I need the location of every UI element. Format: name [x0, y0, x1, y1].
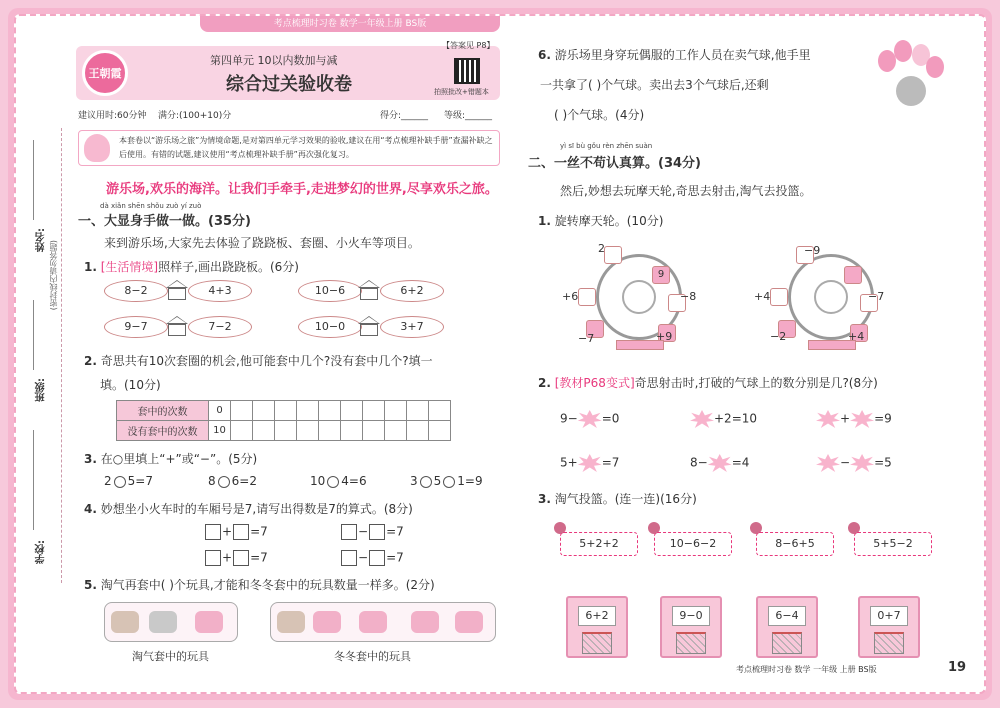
seesaw-right: 7−2 — [188, 316, 252, 338]
w1-left: +6 — [562, 290, 579, 303]
seesaw-right: 6+2 — [380, 280, 444, 302]
eq-part: =5 — [874, 455, 892, 470]
answer-box[interactable] — [233, 524, 249, 540]
balloon-burst-icon[interactable] — [850, 410, 874, 428]
w1-bottom-left: −7 — [578, 332, 595, 345]
q4-blank: + =7 — [204, 524, 268, 540]
wheel-pod[interactable] — [578, 288, 596, 306]
balloon-burst-icon[interactable] — [816, 454, 840, 472]
section2-pinyin: yì sī bù gǒu rèn zhēn suàn — [560, 142, 653, 150]
row-header: 没有套中的次数 — [117, 421, 209, 441]
hoop-count-table — [116, 400, 451, 441]
q3-item: 3 5 1=9 — [410, 474, 483, 488]
footer: 考点梳理时习卷 数学 一年级 上册 BS版 — [736, 665, 877, 674]
table-row — [117, 421, 451, 441]
q4-stem — [84, 500, 413, 517]
hoop-label: 6−4 — [768, 606, 806, 626]
answer-cell[interactable] — [385, 421, 407, 441]
q2-text-cont: 填。(10分) — [100, 378, 161, 392]
school-label: 学校: — [36, 540, 47, 564]
q6-line2: 一共拿了( )个气球。卖出去3个气球后,还剩 — [540, 78, 769, 92]
operand: 1 — [457, 474, 465, 488]
top-strip: 考点梳理时习卷 数学一年级上册 BS版 — [200, 16, 500, 32]
r3-stem — [538, 490, 697, 507]
balloon-burst-icon[interactable] — [850, 454, 874, 472]
basket-hoop[interactable] — [566, 596, 628, 658]
dongdong-caption: 冬冬套中的玩具 — [334, 650, 411, 663]
operator-circle[interactable] — [327, 476, 339, 488]
slogan: 游乐场,欢乐的海洋。让我们手牵手,走进梦幻的世界,尽享欢乐之旅。 — [106, 182, 498, 197]
balloon-burst-icon[interactable] — [708, 454, 732, 472]
table-row — [117, 401, 451, 421]
r2-item — [560, 410, 619, 428]
r2-item — [560, 454, 619, 472]
hoop-label: 0+7 — [870, 606, 908, 626]
r2-item — [690, 410, 757, 428]
q3-number: 3. — [84, 452, 97, 466]
seesaw-icon[interactable] — [358, 316, 380, 338]
school-line — [33, 430, 34, 530]
hoop-label: 9−0 — [672, 606, 710, 626]
operand: 8 — [208, 474, 216, 488]
q6-text: 游乐场里身穿玩偶服的工作人员在卖气球,他手里 — [554, 48, 811, 62]
section2-lead: 然后,妙想去玩摩天轮,奇思去射击,淘气去投篮。 — [560, 184, 812, 198]
dongdong-toy-box — [270, 602, 496, 642]
section2-title: 二、一丝不苟认真算。(34分) — [528, 156, 701, 171]
q2-number: 2. — [84, 354, 97, 368]
q4-blank: − =7 — [340, 550, 404, 566]
answer-cell[interactable] — [231, 421, 253, 441]
w1-bottom-right: +9 — [656, 330, 673, 343]
ball-expression[interactable]: 5+5−2 — [854, 532, 932, 556]
answer-cell[interactable] — [341, 421, 363, 441]
race-car-icon — [455, 611, 483, 633]
hoop-label: 6+2 — [578, 606, 616, 626]
answer-cell[interactable] — [319, 401, 341, 421]
answer-cell[interactable] — [363, 401, 385, 421]
operand: 7 — [145, 474, 153, 488]
q5-stem — [84, 576, 435, 593]
operand: 2 — [104, 474, 112, 488]
answer-cell[interactable] — [407, 401, 429, 421]
ball-expression[interactable]: 5+2+2 — [560, 532, 638, 556]
name-line — [33, 140, 34, 220]
eq-part: =0 — [601, 411, 620, 426]
answer-cell[interactable] — [407, 421, 429, 441]
class-line — [33, 300, 34, 370]
level-field[interactable]: 等级:______ — [444, 111, 493, 121]
q6-number: 6. — [538, 48, 551, 62]
q2-stem — [84, 352, 433, 369]
page-title: 综合过关验收卷 — [226, 74, 352, 95]
q4-blank: − =7 — [340, 524, 404, 540]
operator-circle[interactable] — [443, 476, 455, 488]
q1-text: 照样子,画出跷跷板。(6分) — [158, 260, 299, 274]
rhs: =7 — [386, 550, 404, 565]
helicopter-icon — [359, 611, 387, 633]
car-icon — [313, 611, 341, 633]
girl-mascot-icon — [84, 134, 110, 162]
wheel-pod[interactable] — [770, 288, 788, 306]
balloon-burst-icon[interactable] — [690, 410, 714, 428]
wheel-pod[interactable] — [844, 266, 862, 284]
rhs: =7 — [250, 550, 268, 565]
page-number: 19 — [948, 660, 967, 675]
q3-item: 10 4=6 — [310, 474, 367, 488]
q4-text: 妙想坐小火车时的车厢号是7,请写出得数是7的算式。(8分) — [100, 502, 413, 516]
seesaw-left: 10−6 — [298, 280, 362, 302]
time-suggestion: 建议用时:60分钟 — [78, 111, 147, 121]
teddy-bear-icon — [111, 611, 139, 633]
operand: 9 — [474, 474, 483, 488]
eq-part: 9− — [560, 411, 578, 426]
eq-part: =4 — [731, 455, 750, 470]
q1-number: 1. — [84, 260, 97, 274]
answer-cell[interactable] — [275, 421, 297, 441]
seesaw-right: 3+7 — [380, 316, 444, 338]
brand-badge: 王朝霞 — [82, 50, 128, 96]
r2-text: 奇思射击时,打破的气球上的数分别是几?(8分) — [634, 376, 878, 390]
balloon-burst-icon[interactable] — [578, 410, 602, 428]
answer-cell[interactable] — [385, 401, 407, 421]
answer-box[interactable] — [205, 550, 221, 566]
operand: 10 — [310, 474, 326, 488]
answer-box[interactable] — [369, 524, 385, 540]
wheel-hub[interactable] — [622, 280, 656, 314]
w2-left: +4 — [754, 290, 771, 303]
taoqi-toy-box — [104, 602, 238, 642]
wheel-pod — [604, 246, 622, 264]
ball-expression[interactable]: 8−6+5 — [756, 532, 834, 556]
eq-part: + — [840, 411, 851, 426]
operand: 5 — [433, 474, 442, 488]
qr-code-icon[interactable] — [454, 58, 480, 84]
dog-icon — [411, 611, 439, 633]
basket-hoop[interactable] — [858, 596, 920, 658]
tank-icon — [149, 611, 177, 633]
q6-line1 — [538, 46, 811, 63]
answer-cell[interactable] — [429, 401, 451, 421]
q5-number: 5. — [84, 578, 97, 592]
teddy-bear-icon — [277, 611, 305, 633]
q1-tag: [生活情境] — [100, 260, 159, 274]
answer-box[interactable] — [369, 550, 385, 566]
basket-hoop[interactable] — [756, 596, 818, 658]
wheel-pod: 9 — [652, 266, 670, 284]
answer-cell[interactable] — [319, 421, 341, 441]
seesaw-left: 8−2 — [104, 280, 168, 302]
net-icon — [772, 632, 802, 654]
r2-number: 2. — [538, 376, 551, 390]
eq-part: 5+ — [560, 455, 578, 470]
qr-note: 拍照批改+错题本 — [434, 88, 489, 96]
seal-note: (密封线内请勿答题) — [49, 240, 58, 311]
q6-line3: ( )个气球。(4分) — [554, 108, 645, 122]
r1-text: 旋转摩天轮。(10分) — [554, 214, 664, 228]
seesaw-right: 4+3 — [188, 280, 252, 302]
r3-number: 3. — [538, 492, 551, 506]
q5-text: 淘气再套中( )个玩具,才能和冬冬套中的玩具数量一样多。(2分) — [100, 578, 435, 592]
q3-stem — [84, 450, 257, 467]
eq-part: +2=10 — [714, 411, 758, 426]
r2-item — [816, 454, 892, 472]
answer-cell[interactable] — [253, 421, 275, 441]
operand: 4 — [341, 474, 349, 488]
rhs: =7 — [386, 524, 404, 539]
seesaw-left: 10−0 — [298, 316, 362, 338]
seesaw-icon[interactable] — [166, 316, 188, 338]
operand: 3 — [410, 474, 418, 488]
r3-text: 淘气投篮。(连一连)(16分) — [554, 492, 697, 506]
operand: 6 — [231, 474, 240, 488]
table-cell: 10 — [209, 421, 231, 441]
section1-title: 一、大显身手做一做。(35分) — [78, 214, 251, 229]
r2-item — [690, 454, 749, 472]
w2-bottom-left: −2 — [770, 330, 787, 343]
q3-text: 在○里填上“+”或“−”。(5分) — [100, 452, 258, 466]
answer-cell[interactable] — [429, 421, 451, 441]
answer-box[interactable] — [233, 550, 249, 566]
eq-part: − — [840, 455, 851, 470]
r2-item — [816, 410, 892, 428]
operand: 5 — [127, 474, 136, 488]
answer-cell[interactable] — [363, 421, 385, 441]
balloon-burst-icon[interactable] — [816, 410, 840, 428]
r1-number: 1. — [538, 214, 551, 228]
answer-cell[interactable] — [231, 401, 253, 421]
operator-circle[interactable] — [114, 476, 126, 488]
name-label: 姓名: — [36, 228, 47, 252]
class-label: 班级: — [36, 378, 47, 402]
w1-top: 2 — [598, 242, 605, 255]
answer-box[interactable] — [341, 524, 357, 540]
w2-bottom-right: +4 — [848, 330, 865, 343]
plane-icon — [195, 611, 223, 633]
row-header: 套中的次数 — [117, 401, 209, 421]
answer-cell[interactable] — [341, 401, 363, 421]
full-score: 满分:(100+10)分 — [158, 111, 232, 121]
rhs: =7 — [250, 524, 268, 539]
r1-stem — [538, 212, 663, 229]
w2-top: −9 — [804, 244, 821, 257]
table-cell: 0 — [209, 401, 231, 421]
answer-reference: 【答案见 P8】 — [442, 41, 495, 50]
seesaw-icon[interactable] — [166, 280, 188, 302]
basket-hoop[interactable] — [660, 596, 722, 658]
binding-margin — [22, 128, 62, 583]
taoqi-caption: 淘气套中的玩具 — [132, 650, 209, 663]
eq-part: 8− — [690, 455, 708, 470]
answer-box[interactable] — [341, 550, 357, 566]
balloon-bear-icon — [876, 40, 946, 110]
q3-item: 8 6=2 — [208, 474, 257, 488]
r2-tag: [教材P68变式] — [554, 376, 635, 390]
answer-cell[interactable] — [253, 401, 275, 421]
eq-part: =7 — [601, 455, 620, 470]
net-icon — [874, 632, 904, 654]
answer-cell[interactable] — [297, 401, 319, 421]
q4-number: 4. — [84, 502, 97, 516]
eq-part: =9 — [874, 411, 892, 426]
r2-stem — [538, 374, 878, 391]
ball-expression[interactable]: 10−6−2 — [654, 532, 732, 556]
q3-item: 2 5=7 — [104, 474, 153, 488]
seesaw-icon[interactable] — [358, 280, 380, 302]
balloon-burst-icon[interactable] — [578, 454, 602, 472]
q4-blank: + =7 — [204, 550, 268, 566]
net-icon — [676, 632, 706, 654]
net-icon — [582, 632, 612, 654]
unit-title: 第四单元 10以内数加与减 — [210, 54, 338, 67]
operand: 6 — [358, 474, 367, 488]
answer-cell[interactable] — [297, 421, 319, 441]
answer-box[interactable] — [205, 524, 221, 540]
q2-text: 奇思共有10次套圈的机会,他可能套中几个?没有套中几个?填一 — [100, 354, 433, 368]
operator-circle[interactable] — [420, 476, 432, 488]
operator-circle[interactable] — [218, 476, 230, 488]
intro-note: 本套卷以“游乐场之旅”为情境命题,是对第四单元学习效果的验收,建议在用“考点梳理补缺手册”查漏补缺之后使用。有错的试题,建议使用“考点梳理补缺手册”再次强化复习。 — [78, 130, 500, 166]
section1-pinyin: dà xiǎn shēn shǒu zuò yí zuò — [100, 202, 202, 210]
operand: 2 — [249, 474, 257, 488]
w2-right: −7 — [868, 290, 885, 303]
q1-stem — [84, 258, 299, 275]
seesaw-left: 9−7 — [104, 316, 168, 338]
wheel-hub[interactable] — [814, 280, 848, 314]
score-field[interactable]: 得分:______ — [380, 111, 429, 121]
answer-cell[interactable] — [275, 401, 297, 421]
w1-right: −8 — [680, 290, 697, 303]
section1-lead: 来到游乐场,大家先去体验了跷跷板、套圈、小火车等项目。 — [104, 236, 420, 250]
